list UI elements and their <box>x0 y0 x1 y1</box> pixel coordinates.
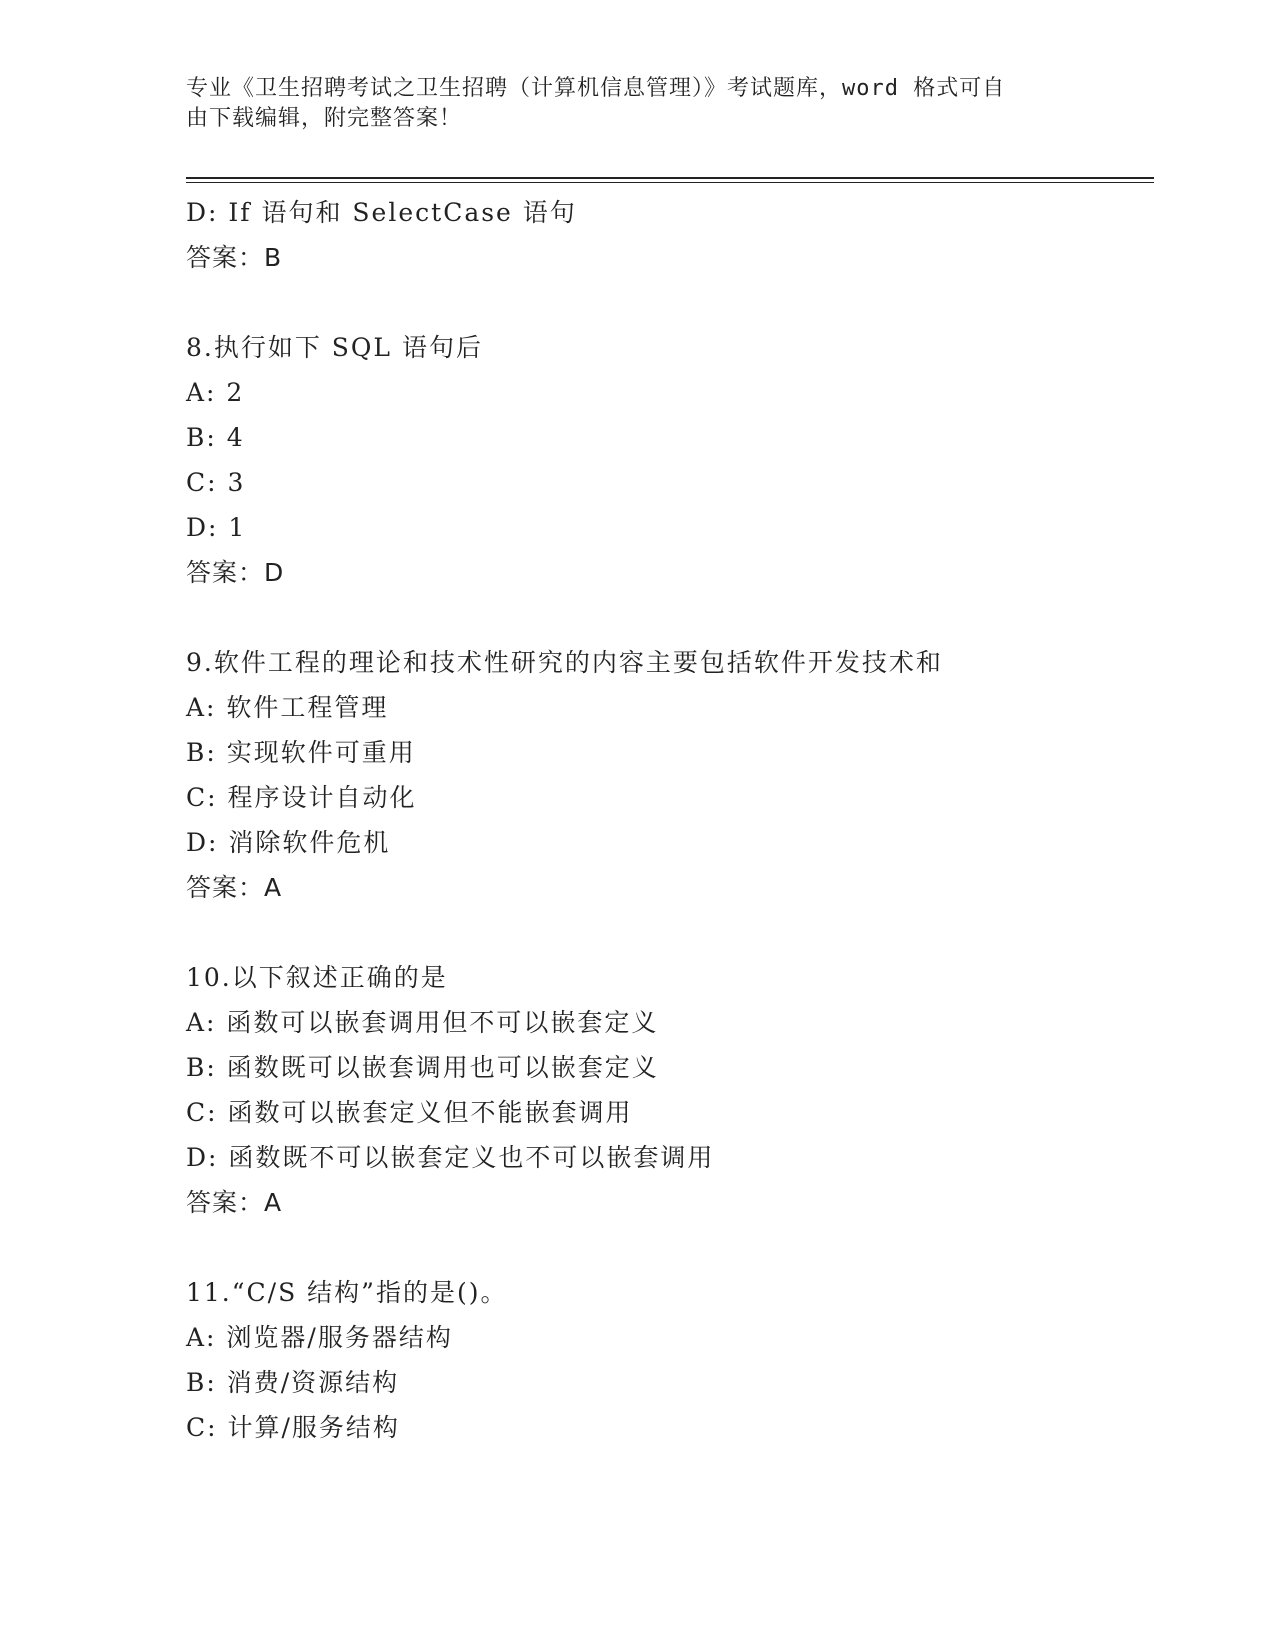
option-d: D: If 语句和 SelectCase 语句 <box>186 198 577 227</box>
question-8-option-a: A: 2 <box>186 378 245 407</box>
question-10-option-d: D: 函数既不可以嵌套定义也不可以嵌套调用 <box>186 1143 715 1172</box>
question-9-stem: 9.软件工程的理论和技术性研究的内容主要包括软件开发技术和 <box>186 648 943 677</box>
header-line-1: 专业《卫生招聘考试之卫生招聘（计算机信息管理）》考试题库，word 格式可自 <box>186 76 1006 101</box>
question-10-option-b: B: 函数既可以嵌套调用也可以嵌套定义 <box>186 1053 659 1082</box>
header-divider-thick <box>186 177 1154 179</box>
question-9-option-a: A: 软件工程管理 <box>186 693 389 722</box>
question-10-stem: 10.以下叙述正确的是 <box>186 963 448 992</box>
question-11-option-b: B: 消费/资源结构 <box>186 1368 400 1397</box>
question-8-option-d: D: 1 <box>186 513 247 542</box>
question-10-answer: 答案：A <box>186 1188 283 1217</box>
spacer <box>186 280 1154 325</box>
question-11-option-c: C: 计算/服务结构 <box>186 1413 400 1442</box>
question-10-option-c: C: 函数可以嵌套定义但不能嵌套调用 <box>186 1098 633 1127</box>
question-11-stem: 11.“C/S 结构”指的是()。 <box>186 1278 508 1307</box>
question-9-answer: 答案：A <box>186 873 283 902</box>
question-9-option-d: D: 消除软件危机 <box>186 828 391 857</box>
question-8-stem: 8.执行如下 SQL 语句后 <box>186 333 483 362</box>
question-8-option-c: C: 3 <box>186 468 246 497</box>
spacer <box>186 1225 1154 1270</box>
question-list <box>186 190 1154 1450</box>
document-header <box>186 74 1066 134</box>
question-9-option-c: C: 程序设计自动化 <box>186 783 417 812</box>
question-8-answer: 答案：D <box>186 558 285 587</box>
spacer <box>186 595 1154 640</box>
answer: 答案：B <box>186 243 283 272</box>
header-line-2: 由下载编辑，附完整答案！ <box>186 106 463 131</box>
question-11-option-a: A: 浏览器/服务器结构 <box>186 1323 453 1352</box>
question-8-option-b: B: 4 <box>186 423 245 452</box>
question-10-option-a: A: 函数可以嵌套调用但不可以嵌套定义 <box>186 1008 659 1037</box>
header-divider-thin <box>186 182 1154 183</box>
spacer <box>186 910 1154 955</box>
question-9-option-b: B: 实现软件可重用 <box>186 738 416 767</box>
